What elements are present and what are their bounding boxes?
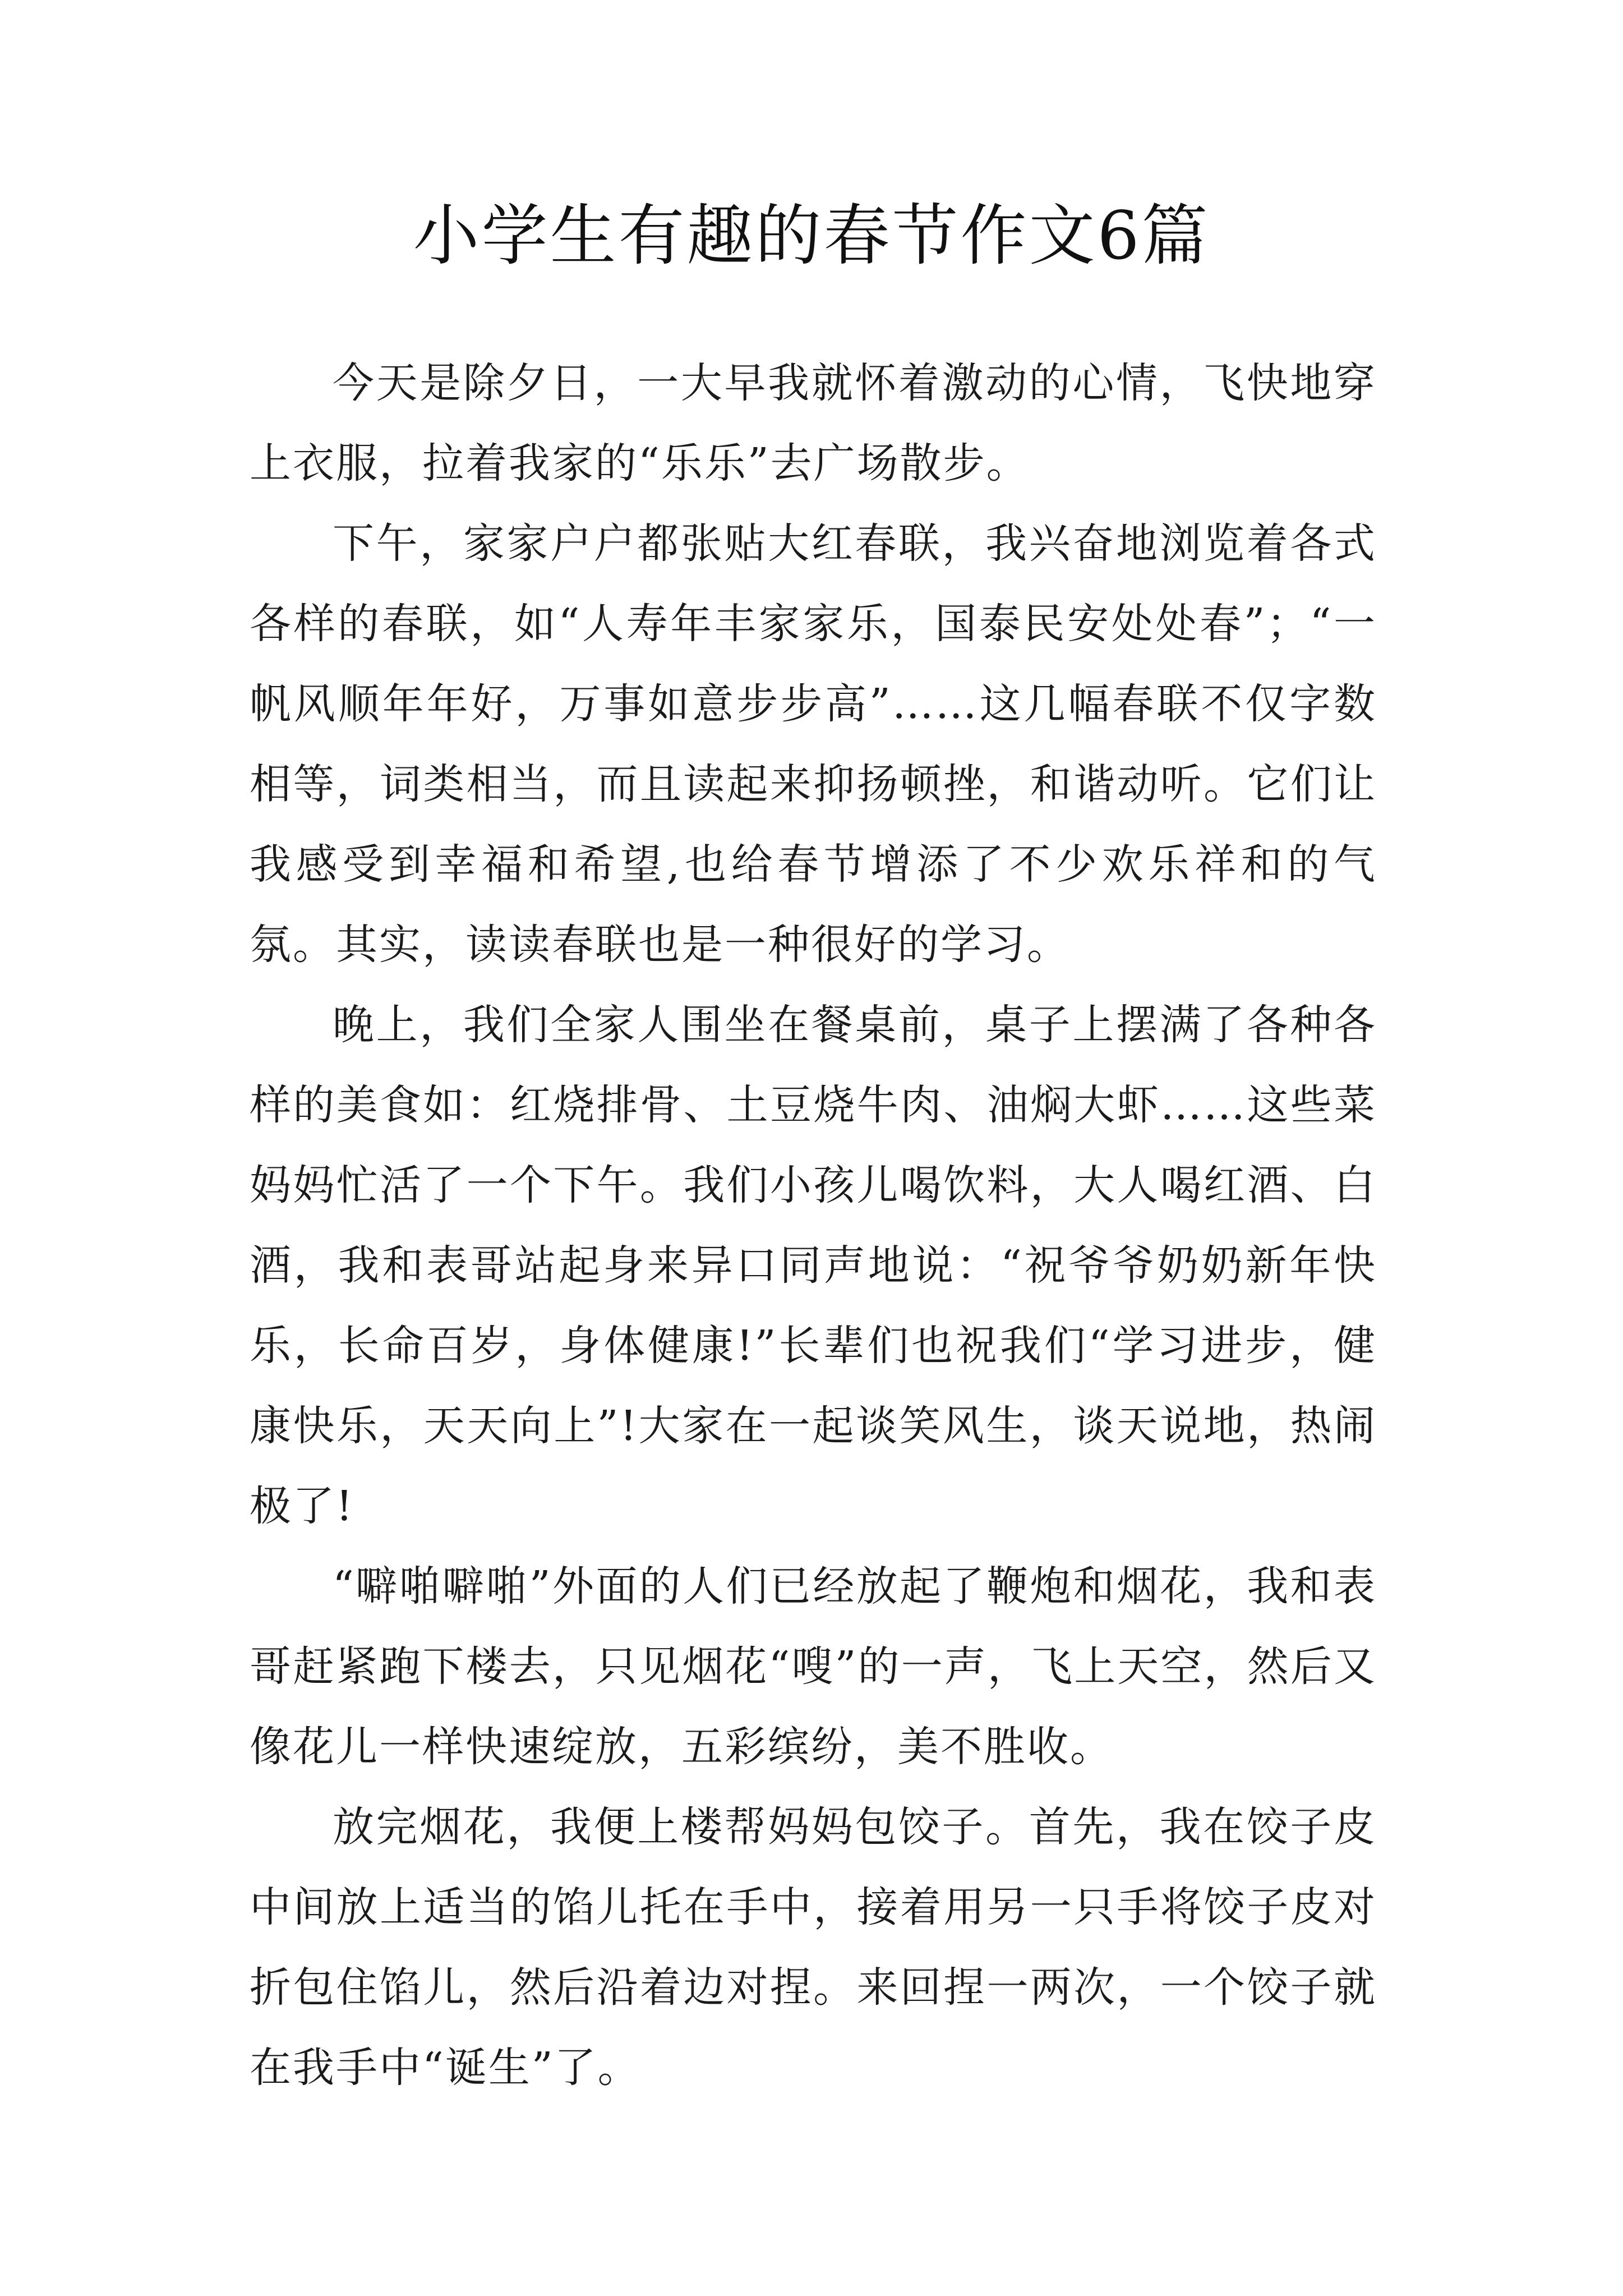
- paragraph-3: 晚上，我们全家人围坐在餐桌前，桌子上摆满了各种各样的美食如：红烧排骨、土豆烧牛肉、油焖大虾……这些菜妈妈忙活了一个下午。我们小孩儿喝饮料，大人喝红酒、白酒，我和表哥站起身来异口同声地说：“祝爷爷奶奶新年快乐，长命百岁，身体健康!”长辈们也祝我们“学习进步，健康快乐，天天向上”!大家在一起谈笑风生，谈天说地，热闹极了!: [250, 1001, 1377, 1530]
- document-title: 小学生有趣的春节作文6篇: [413, 197, 1210, 274]
- paragraph-5: 放完烟花，我便上楼帮妈妈包饺子。首先，我在饺子皮中间放上适当的馅儿托在手中，接着用另一只手将饺子皮对折包住馅儿，然后沿着边对捏。来回捏一两次，一个饺子就在我手中“诞生”了。: [250, 1803, 1377, 2092]
- document-body: [250, 343, 1377, 2108]
- paragraph-2: 下午，家家户户都张贴大红春联，我兴奋地浏览着各式各样的春联，如“人寿年丰家家乐，国泰民安处处春”；“一帆风顺年年好，万事如意步步高”……这几幅春联不仅字数相等，词类相当，而且读起来抑扬顿挫，和谐动听。它们让我感受到幸福和希望,也给春节增添了不少欢乐祥和的气氛。其实，读读春联也是一种很好的学习。: [250, 519, 1377, 969]
- paragraph-4: “噼啪噼啪”外面的人们已经放起了鞭炮和烟花，我和表哥赶紧跑下楼去，只见烟花“嗖”的一声，飞上天空，然后又像花儿一样快速绽放，五彩缤纷，美不胜收。: [250, 1562, 1377, 1771]
- paragraph-1: 今天是除夕日，一大早我就怀着激动的心情，飞快地穿上衣服，拉着我家的“乐乐”去广场散步。: [250, 359, 1377, 487]
